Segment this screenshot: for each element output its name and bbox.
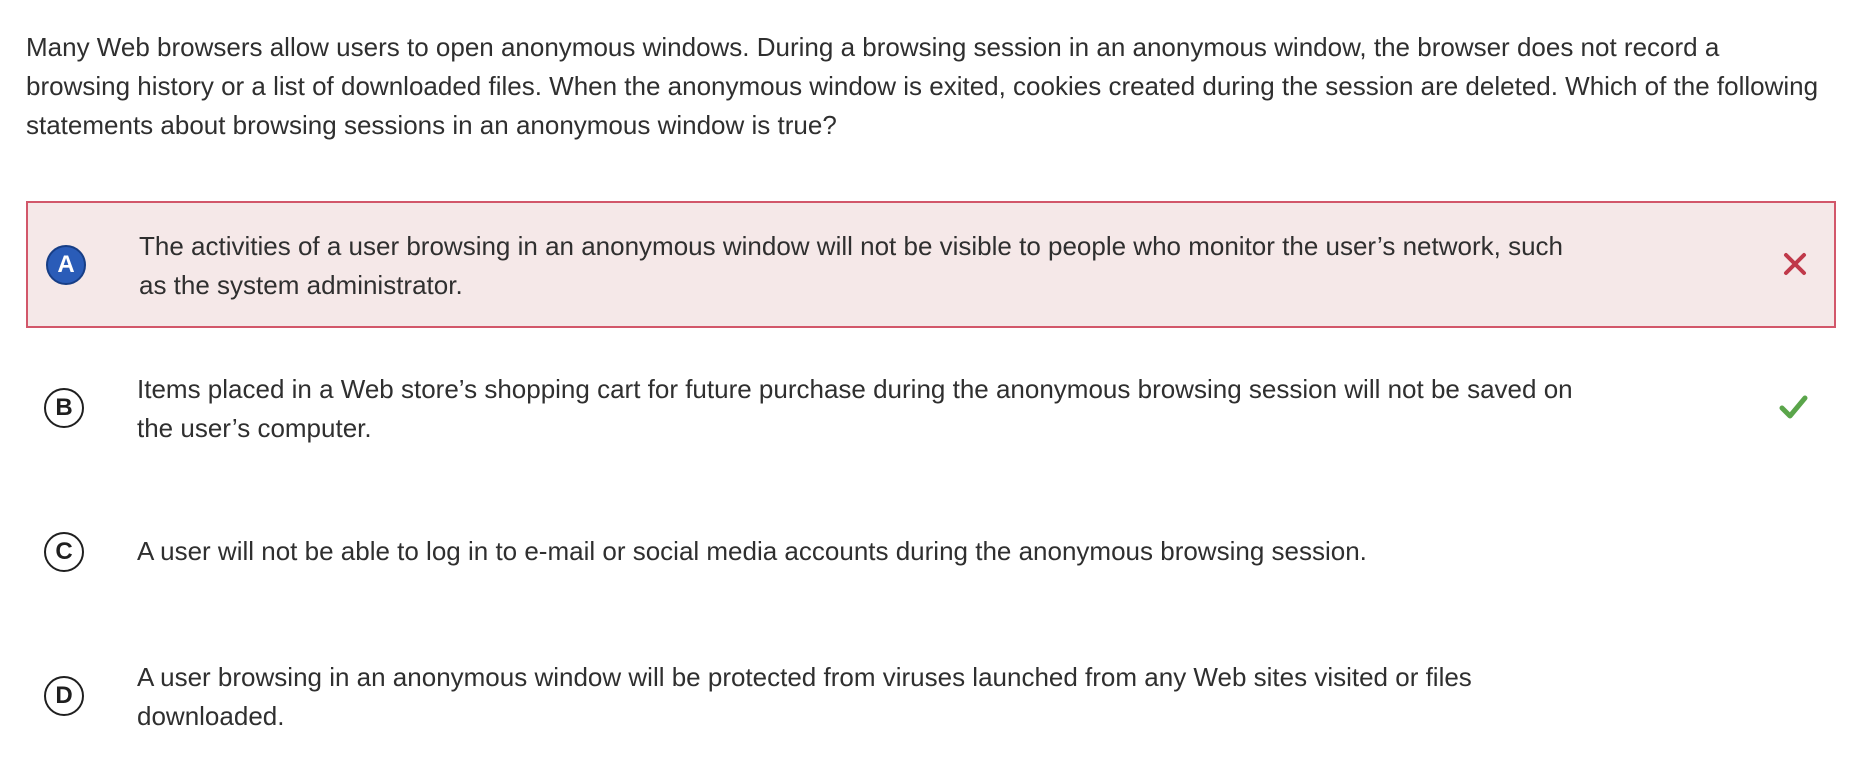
question-text: Many Web browsers allow users to open anonymous windows. During a browsing session in an anonymous window, the browser does not record a browsing history or a list of downloaded files. When the anonymous window is exited, cookies created during the session are deleted. Which of the following statements about browsing sessions in an anonymous window is true? (26, 32, 1819, 140)
answer-option-d[interactable] (26, 632, 1836, 759)
option-text: A user will not be able to log in to e-mail or social media accounts during the anonymous browsing session. (137, 536, 1367, 566)
x-icon (1780, 249, 1810, 279)
option-text: A user browsing in an anonymous window will be protected from viruses launched from any Web sites visited or files downloaded. (137, 662, 1472, 731)
option-letter-bubble[interactable]: D (44, 676, 84, 716)
answer-option-b[interactable] (26, 346, 1836, 473)
option-text: The activities of a user browsing in an anonymous window will not be visible to people who monitor the user’s network, such as the system administrator. (139, 231, 1563, 300)
option-letter-bubble[interactable]: A (46, 245, 86, 285)
option-letter-bubble[interactable]: B (44, 388, 84, 428)
answer-option-c[interactable] (26, 492, 1836, 612)
answer-option-a[interactable] (26, 201, 1836, 328)
option-text: Items placed in a Web store’s shopping cart for future purchase during the anonymous browsing session will not be saved on the user’s computer. (137, 374, 1573, 443)
checkmark-icon (1778, 392, 1808, 422)
option-letter-bubble[interactable]: C (44, 532, 84, 572)
